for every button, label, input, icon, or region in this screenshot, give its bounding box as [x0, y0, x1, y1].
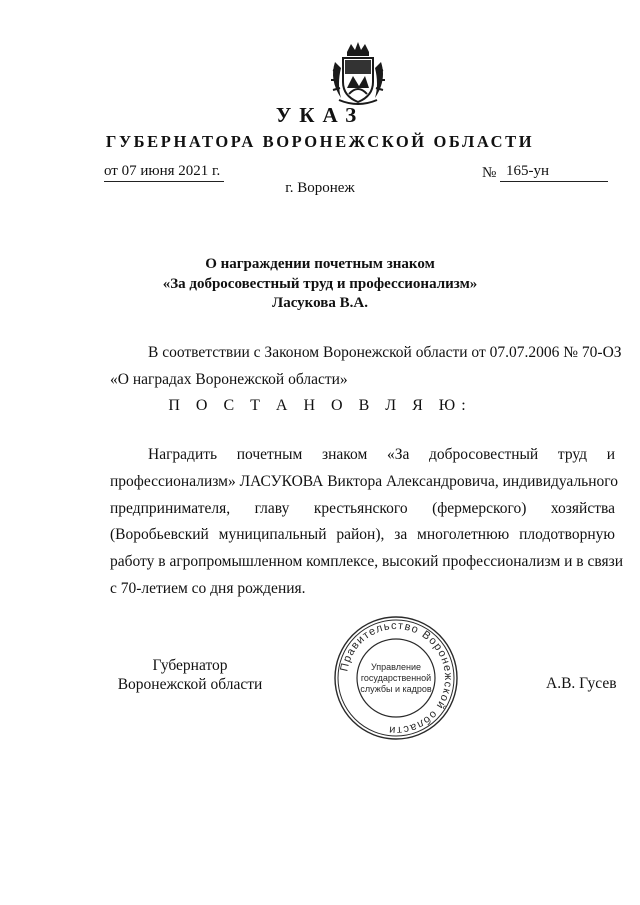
- preamble-line: «О наградах Воронежской области»: [110, 371, 348, 388]
- number-label: №: [482, 165, 497, 181]
- seal-center-text: Управление: [370, 662, 422, 672]
- body-line: профессионализм» ЛАСУКОВА Виктора Александровича, индивидуального: [110, 473, 619, 490]
- body-line: предпринимателя, главу крестьянского (фермерского) хозяйства: [110, 500, 615, 517]
- body-line: работу в агропромышленном комплексе, высокий профессионализм и в связи: [110, 553, 624, 570]
- coat-of-arms-emblem: [327, 40, 389, 106]
- seal-center-text: службы и кадров: [360, 684, 432, 694]
- document-city: г. Воронеж: [285, 180, 355, 196]
- subject-line: О награждении почетным знаком: [205, 256, 435, 272]
- seal-ring-text: Правительство Воронежской области: [338, 619, 455, 737]
- signatory-position-line: Воронежской области: [117, 676, 263, 693]
- body-line: Наградить почетным знаком «За добросовестный труд и: [148, 446, 615, 463]
- official-seal: [332, 614, 460, 742]
- signatory-position-line: Губернатор: [152, 657, 228, 674]
- document-subtitle: ГУБЕРНАТОРА ВОРОНЕЖСКОЙ ОБЛАСТИ: [105, 132, 535, 151]
- body-line: с 70-летием со дня рождения.: [110, 580, 306, 597]
- document-title: УКАЗ: [275, 103, 365, 127]
- subject-line: «За добросовестный труд и профессионализм»: [162, 275, 478, 292]
- preamble-line: В соответствии с Законом Воронежской области от 07.07.2006 № 70-ОЗ: [148, 344, 622, 361]
- signatory-position: [110, 656, 270, 694]
- body-line: (Воробьевский муниципальный район), за многолетнюю плодотворную: [110, 526, 615, 543]
- document-date: от 07 июня 2021 г.: [104, 163, 221, 179]
- subject-line: Ласукова В.А.: [272, 295, 368, 311]
- seal-center-text: государственной: [360, 673, 432, 683]
- subject-heading: [0, 255, 640, 314]
- signatory-name: А.В. Гусев: [546, 675, 617, 692]
- decree-word: П О С Т А Н О В Л Я Ю:: [168, 397, 472, 414]
- document-number: 165-ун: [506, 163, 550, 179]
